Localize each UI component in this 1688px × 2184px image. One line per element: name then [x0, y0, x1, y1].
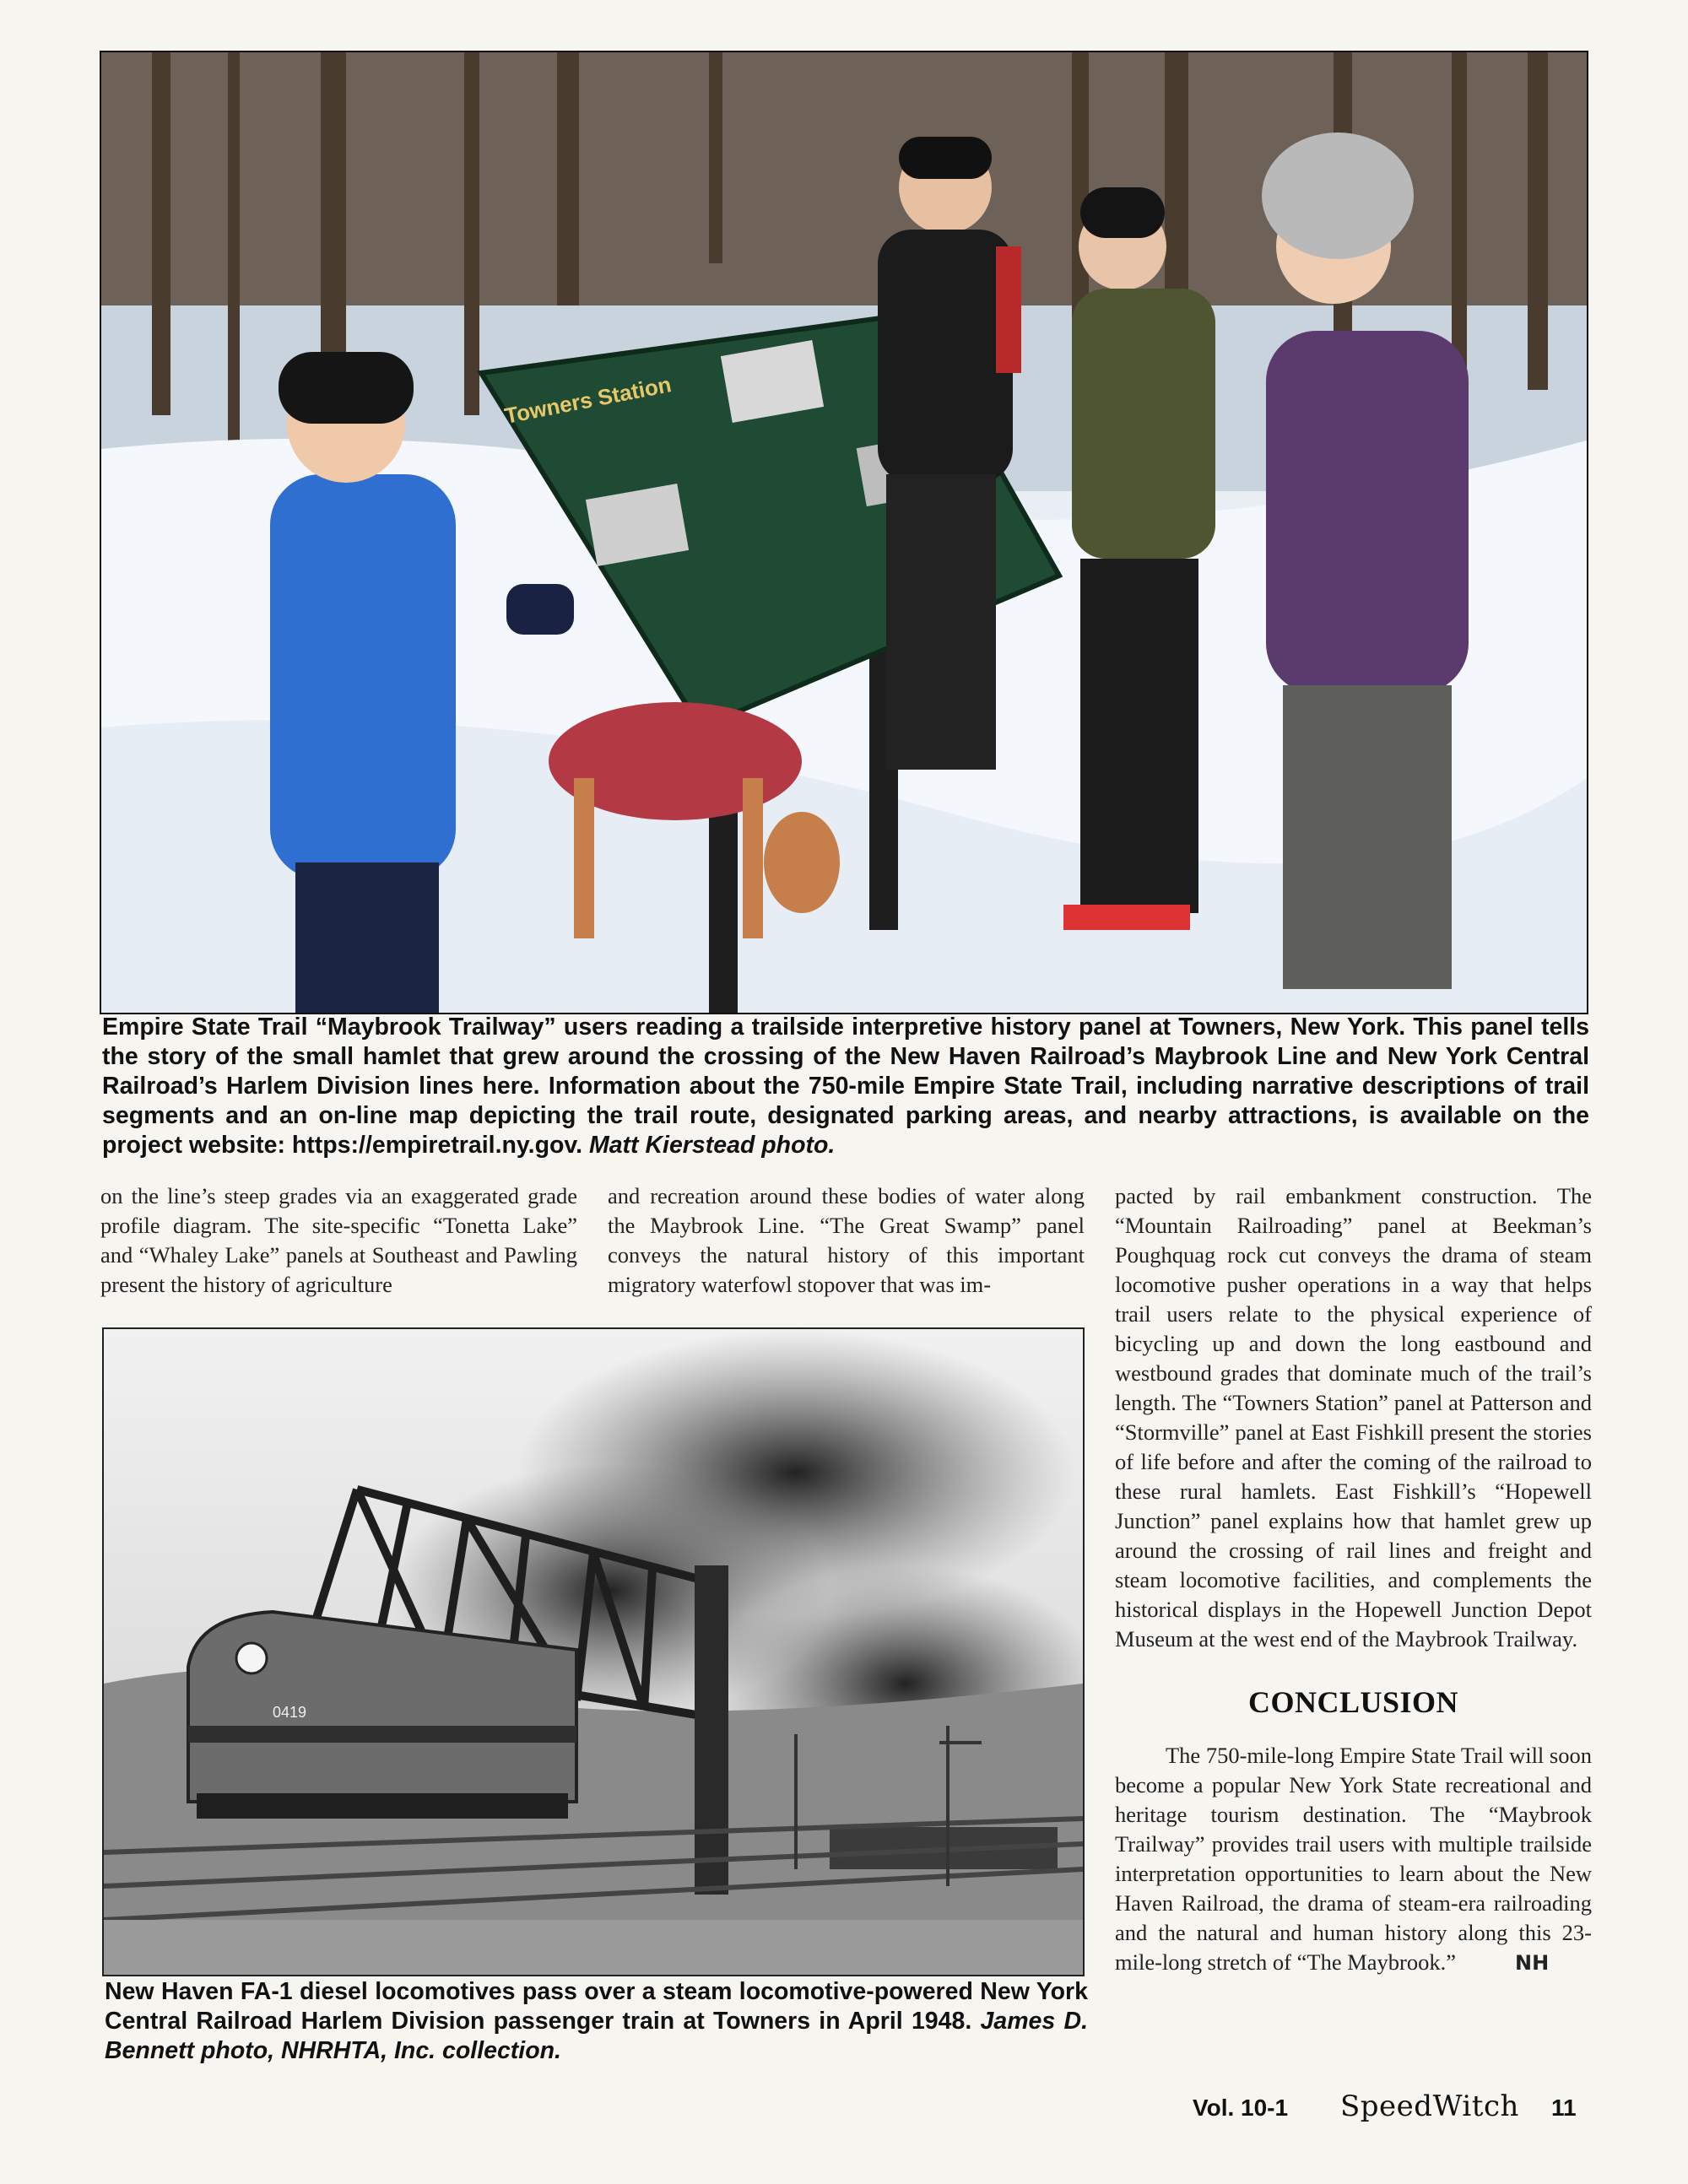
- trail-scene-illustration: [101, 52, 1587, 1013]
- woman-olive-figure: [1063, 187, 1215, 930]
- nh-logo-end-mark: NH: [1515, 1951, 1550, 1975]
- column-3-text: [1115, 1181, 1592, 1978]
- column-3-paragraph: pacted by rail embankment construction. The “Mountain Railroading” panel at Beekman’s Poughquag rock cut conveys the drama of steam locomotive pusher operations in a way that helps trail users relate to the physical experience of bicycling up and down the long eastbound and westbound grades that dominate much of the trail’s length. The “Towners Station” panel at Patterson and “Stormville” panel at East Fishkill present the stories of life before and after the coming of the railroad to these rural hamlets. East Fishkill’s “Hopewell Junction” panel explains how that hamlet grew up around the crossing of rail lines and freight and steam locomotive facilities, and complements the historical displays in the Hopewell Junction Depot Museum at the west end of the Maybrook Trailway.: [1115, 1183, 1592, 1652]
- column-2-paragraph: and recreation around these bodies of water along the Maybrook Line. “The Great Swamp” panel conveys the natural history of this important migratory waterfowl stopover that was im-: [608, 1183, 1085, 1297]
- top-photo: [100, 51, 1588, 1014]
- top-caption-text: Empire State Trail “Maybrook Trailway” users reading a trailside interpretive history panel at Towners, New York. This panel tells the story of the small hamlet that grew around the crossing of the New Haven Railroad’s Maybrook Line and New York Central Railroad’s Harlem Division lines here. Information about the 750-mile Empire State Trail, including narrative descriptions of trail segments and an on-line map depicting the trail route, designated parking areas, and nearby attractions, is available on the project website: https://empiretrail.ny.gov.: [102, 1014, 1589, 1159]
- conclusion-heading: CONCLUSION: [1247, 1685, 1459, 1719]
- conclusion-text: The 750-mile-long Empire State Trail will soon become a popular New York State recreational and heritage tourism destination. The “Maybrook Trailway” provides trail users with multiple trailside interpretation opportunities to learn about the New Haven Railroad, the drama of steam-era railroading and the natural and human history along this 23-mile-long stretch of “The Maybrook.”: [1115, 1743, 1592, 1975]
- conclusion-paragraph: [1115, 1741, 1592, 1978]
- footer-page-number: 11: [1551, 2095, 1577, 2121]
- column-1-text: [100, 1181, 577, 1300]
- bottom-photo: [102, 1327, 1085, 1976]
- panel-sign-title: Towners Station: [502, 371, 674, 429]
- locomotive-bridge-illustration: [104, 1329, 1083, 1975]
- footer-magazine-name: SpeedWitch: [1340, 2089, 1519, 2123]
- locomotive-number: 0419: [273, 1704, 307, 1721]
- bottom-caption-credit: James D. Bennett photo, NHRHTA, Inc. collection.: [105, 2008, 1088, 2064]
- column-2-text: [608, 1181, 1085, 1300]
- top-photo-caption: [102, 1013, 1589, 1160]
- footer-volume: Vol. 10-1: [1193, 2095, 1289, 2121]
- column-1-paragraph: on the line’s steep grades via an exaggerated grade profile diagram. The site-specific “Tonetta Lake” and “Whaley Lake” panels at Southeast and Pawling present the history of agriculture: [100, 1183, 577, 1297]
- top-caption-credit: Matt Kierstead photo.: [588, 1132, 836, 1159]
- fa1-locomotive: [188, 1612, 576, 1819]
- bottom-photo-caption: [105, 1977, 1088, 2066]
- bottom-caption-text: New Haven FA-1 diesel locomotives pass over a steam locomotive-powered New York Central Railroad Harlem Division passenger train at Towners in April 1948.: [105, 1978, 1088, 2035]
